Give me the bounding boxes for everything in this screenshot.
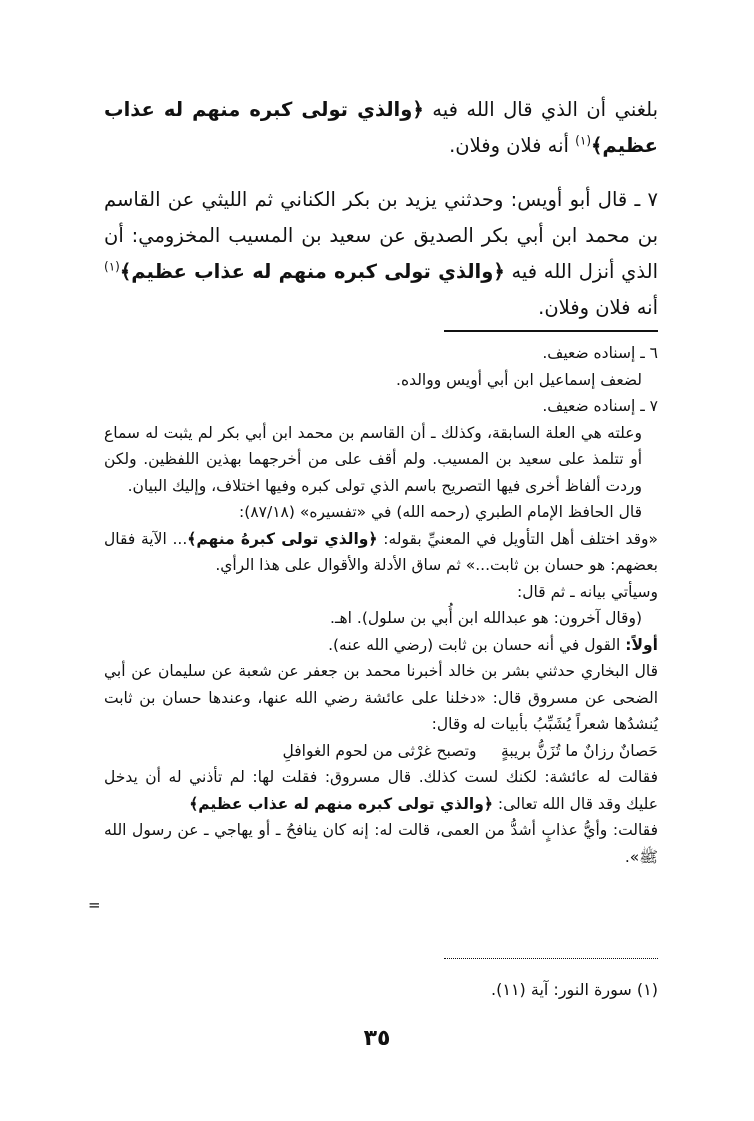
notes-separator (444, 330, 658, 332)
tabari-quote: «وقد اختلف أهل التأويل في المعنيِّ بقوله: ﴿والذي تولى كبرهُ منهم﴾... الآية فقال بعضهم: هو حسان بن ثابت...» ثم ساق الأدلة والأقوال على هذا الرأي. (104, 529, 658, 574)
continuation: وسيأتي بيانه ـ ثم قال: (517, 582, 658, 601)
quran-verse: ﴿والذي تولى كبره منهم له عذاب عظيم﴾ (104, 98, 658, 157)
footnote-ref: (١) (575, 133, 591, 148)
footnote-ref: (١) (104, 259, 120, 274)
tabari-intro: قال الحافظ الإمام الطبري (رحمه الله) في «تفسيره» (٨٧/١٨): (239, 503, 642, 521)
note-7-text: وعلته هي العلة السابقة، وكذلك ـ أن القاسم بن محمد ابن أبي بكر لم يثبت له سماع أو تتلمذ على سعيد بن المسيب. ولم أقف على من أخرجهما بهذين اللفظين. ولكن وردت ألفاظ أخرى فيها التصريح باسم الذي تولى كبره وفيها اختلاف، وإليك البيان. (104, 423, 642, 495)
aisha-reply: فقالت له عائشة: لكنك لست كذلك. قال مسروق: فقلت لها: لم تأذني له أن يدخل عليك وقد قال الله تعالى: ﴿والذي تولى كبره منهم له عذاب عظيم﴾ (104, 768, 658, 813)
commentary-notes (104, 340, 658, 870)
quran-verse: ﴿والذي تولى كبرهُ منهم﴾ (187, 529, 378, 548)
poem-verse: حَصانٌ رزانٌ ما تُزَنُّ بريبةٍ وتصبح غرْثى من لحوم الغوافلِ (282, 741, 658, 760)
page-number: ٣٥ (363, 1026, 391, 1051)
bukhari-narration: قال البخاري حدثني بشر بن خالد أخبرنا محمد بن جعفر عن شعبة عن سليمان عن أبي الضحى عن مسروق قال: «دخلنا على عائشة رضي الله عنها، وعندها حسان بن ثابت يُنشدُها شعراً يُشَبِّبُ بأبيات له وقال: (104, 662, 658, 733)
final-text: فقالت: وأيُّ عذابٍ أشدُّ من العمى، قالت له: إنه كان ينافحُ ـ أو يهاجي ـ عن رسول الله ﷺ». (104, 821, 658, 866)
paragraph-1: بلغني أن الذي قال الله فيه ﴿والذي تولى كبره منهم له عذاب عظيم﴾$^{(١)}$ أنه فلان وفلان. (104, 98, 658, 157)
note-7-title: ٧ ـ إسناده ضعيف. (542, 397, 658, 415)
note-6-text: لضعف إسماعيل ابن أبي أويس ووالده. (396, 370, 642, 389)
quran-verse: ﴿والذي تولى كبره منهم له عذاب عظيم﴾ (119, 260, 505, 283)
note-6-title: ٦ ـ إسناده ضعيف. (542, 344, 658, 362)
quran-verse: ﴿والذي تولى كبره منهم له عذاب عظيم﴾ (189, 794, 493, 813)
continuation-mark: = (88, 896, 101, 914)
main-text (104, 92, 658, 326)
first-opinion: أولاً: القول في أنه حسان بن ثابت (رضي الله عنه). (328, 635, 658, 654)
first-label: أولاً: (625, 635, 658, 654)
other-opinion: (وقال آخرون: هو عبدالله ابن أُبي بن سلول). اهـ. (330, 609, 642, 627)
footnote: (١) سورة النور: آية (١١). (491, 980, 658, 999)
footnote-separator (444, 958, 658, 959)
paragraph-2: ٧ ـ قال أبو أويس: وحدثني يزيد بن بكر الكناني ثم الليثي عن القاسم بن محمد ابن أبي بكر الصديق عن سعيد بن المسيب المخزومي: أن الذي أنزل الله فيه ﴿والذي تولى كبره منهم له عذاب عظيم﴾$^{(١)}$ أنه فلان وفلان. (104, 188, 658, 319)
